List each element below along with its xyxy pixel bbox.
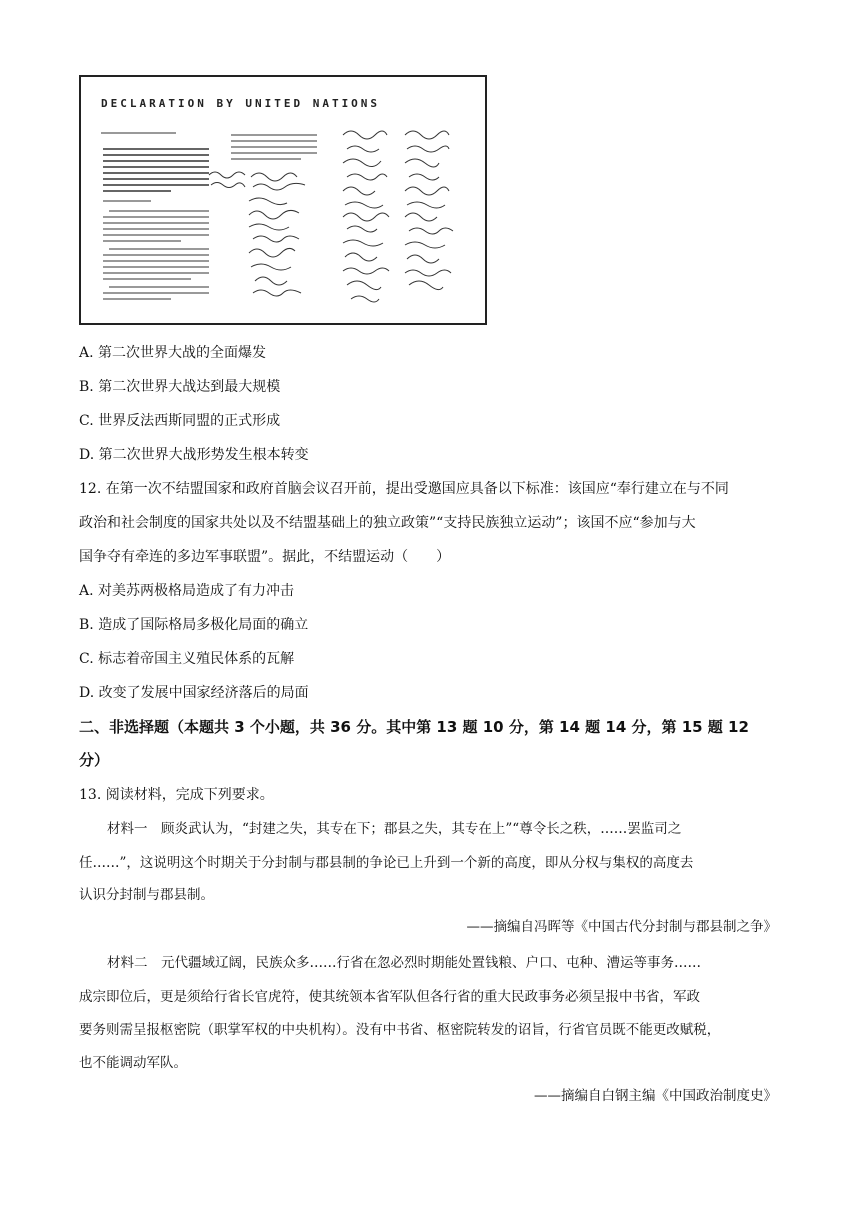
q12-option-d: D. 改变了发展中国家经济落后的局面 — [79, 685, 309, 701]
declaration-image — [79, 75, 487, 325]
q11-option-a: A. 第二次世界大战的全面爆发 — [79, 345, 267, 361]
signature-column-2 — [343, 131, 389, 302]
q11-option-b: B. 第二次世界大战达到最大规模 — [79, 379, 281, 395]
material1-line-2: 任……”，这说明这个时期关于分封制与郡县制的争论已上升到一个新的高度，即从分权与集权的高度去 — [79, 855, 694, 871]
material2-line-2: 成宗即位后，更是须给行省长官虎符，使其统领本省军队但各行省的重大民政事务必须呈报中书省，军政 — [79, 989, 700, 1005]
signature-column-3 — [405, 131, 453, 290]
q13-stem: 13. 阅读材料，完成下列要求。 — [79, 787, 274, 803]
section2-heading-line-2: 分） — [79, 751, 110, 769]
figure-title: DECLARATION BY UNITED NATIONS — [101, 97, 381, 110]
section2-heading-line-1: 二、非选择题（本题共 3 个小题，共 36 分。其中第 13 题 10 分，第 14 题 14 分，第 15 题 12 — [79, 718, 749, 736]
material1-line-3: 认识分封制与郡县制。 — [79, 887, 214, 903]
material2-line-4: 也不能调动军队。 — [79, 1055, 187, 1071]
q12-option-a: A. 对美苏两极格局造成了有力冲击 — [79, 583, 295, 599]
material1-line-1: 材料一 顾炎武认为，“封建之失，其专在下；郡县之失，其专在上”“尊令长之秩，……罢监司之 — [107, 821, 682, 837]
material2-line-1: 材料二 元代疆域辽阔，民族众多……行省在忽必烈时期能处置钱粮、户口、屯种、漕运等事务…… — [107, 955, 701, 971]
signature-column-1 — [209, 135, 317, 296]
q12-option-c: C. 标志着帝国主义殖民体系的瓦解 — [79, 651, 295, 667]
q12-stem-line-1: 12. 在第一次不结盟国家和政府首脑会议召开前，提出受邀国应具备以下标准：该国应“奉行建立在与不同 — [79, 481, 729, 497]
document-scan-content — [81, 77, 485, 323]
q11-option-c: C. 世界反法西斯同盟的正式形成 — [79, 413, 281, 429]
printed-text-column — [101, 133, 209, 299]
q11-option-d: D. 第二次世界大战形势发生根本转变 — [79, 447, 309, 463]
material2-source: ——摘编自白钢主编《中国政治制度史》 — [534, 1088, 777, 1104]
q12-option-b: B. 造成了国际格局多极化局面的确立 — [79, 617, 309, 633]
material2-line-3: 要务则需呈报枢密院（职掌军权的中央机构）。没有中书省、枢密院转发的诏旨，行省官员既不能更改赋税， — [79, 1022, 721, 1038]
material1-source: ——摘编自冯晖等《中国古代分封制与郡县制之争》 — [466, 919, 777, 935]
q12-stem-line-2: 政治和社会制度的国家共处以及不结盟基础上的独立政策”“支持民族独立运动”；该国不应“参加与大 — [79, 515, 696, 531]
q12-stem-line-3: 国争夺有牵连的多边军事联盟”。据此，不结盟运动（ ） — [79, 549, 451, 565]
